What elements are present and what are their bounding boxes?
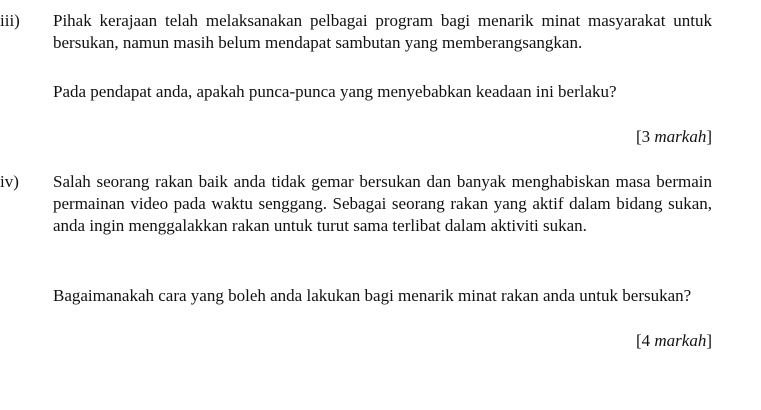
marks-close: ] — [706, 331, 712, 350]
marks-word: markah — [654, 331, 707, 350]
question-iii-marks — [636, 126, 712, 148]
question-iii-prompt: Pada pendapat anda, apakah punca-punca yang menyebabkan keadaan ini berlaku? — [53, 82, 617, 101]
marks-close: ] — [706, 127, 712, 146]
marks-open: [3 — [635, 127, 655, 146]
question-number-iv: iv) — [0, 172, 19, 191]
marks-open: [4 — [635, 331, 655, 350]
question-iv-statement: Salah seorang rakan baik anda tidak gemar bersukan dan banyak menghabiskan masa bermain permainan video pada waktu senggang. Sebagai seorang rakan yang aktif dalam bidang sukan, anda ingin menggalakkan rakan untuk turut sama terlibat dalam aktiviti sukan. — [53, 172, 712, 235]
question-iv-marks — [636, 330, 712, 352]
marks-word: markah — [654, 127, 707, 146]
question-iii-statement: Pihak kerajaan telah melaksanakan pelbagai program bagi menarik minat masyarakat untuk bersukan, namun masih belum mendapat sambutan yang memberangsangkan. — [53, 11, 712, 52]
question-number-iii: iii) — [0, 11, 20, 30]
question-iv-prompt: Bagaimanakah cara yang boleh anda lakukan bagi menarik minat rakan anda untuk bersukan? — [53, 286, 692, 305]
